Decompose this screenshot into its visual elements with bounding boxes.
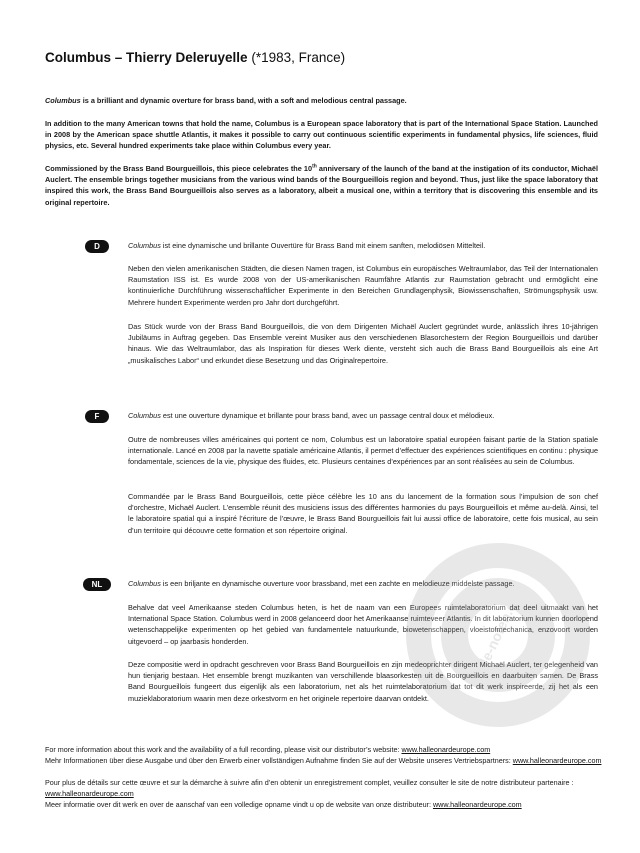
german-intro-italic: Columbus	[128, 241, 161, 250]
french-intro-text: est une ouverture dynamique et brillante pour brass band, avec un passage central doux et mélodieux.	[160, 411, 495, 420]
french-paragraph-2: Outre de nombreuses villes américaines qui portent ce nom, Columbus est un laboratoire spatial européen faisant partie de la Station spatiale internationale. Lancé en 2008 par la navette spatiale américaine Atlantis, il permet d’effectuer des expériences scientifiques en continu : physique fondamentale, sciences de la vie, physique des fluides, etc. Plusieurs centaines d’expériences par an sont réalisées au sein de Columbus.	[128, 435, 598, 467]
french-paragraph-3: Commandée par le Brass Band Bourgueillois, cette pièce célèbre les 10 ans du lancement de la formation sous l’impulsion de son chef d’orchestre, Michaël Auclert. L’ensemble réunit des musiciens issus des différentes harmonies du pays Bourgueillois et même au-delà. Ainsi, tel le laboratoire spatial qui a inspiré l’écriture de l’œuvre, le Brass Band Bourgueillois fait lui aussi office de laboratoire, cette fois musical, au sein d’un territoire qui découvre cette formation et son répertoire original.	[128, 492, 598, 535]
dutch-paragraph-2: Behalve dat veel Amerikaanse steden Columbus heten, is het de naam van een Europees ruimtelaboratorium dat deel uitmaakt van het International Space Station. Columbus werd in 2008 gelanceerd door het Amerikaanse ruimteveer Atlantis. In dit laboratorium kunnen doorlopend wetenschappelijke experimenten op het gebied van fundamentele natuurkunde, biowetenschappen, vloeistofmechanica, enzovoort worden uitgevoerd – op jaarbasis honderden.	[128, 603, 598, 646]
german-paragraph-2: Neben den vielen amerikanischen Städten, die diesen Namen tragen, ist Columbus ein europäisches Weltraumlabor, das Teil der Internationalen Raumstation ISS ist. Es wurde 2008 von der US-amerikanischen Raumfähre Atlantis zur Raumstation gebracht und ermöglicht eine kontinuierliche Durchführung wissenschaftlicher Experimente in den Bereichen Grundlagenphysik, Biowissenschaften, Strömungsphysik usw. Mehrere hundert Experimente werden pro Jahr dort durchgeführt.	[128, 264, 598, 307]
dutch-paragraph-3: Deze compositie werd in opdracht geschreven voor Brass Band Bourgueillois en zijn medeoprichter dirigent Michaël Auclert, ter gelegenheid van hun tienjarig bestaan. Het ensemble brengt muzikanten van verschillende blaasorkesten uit de Bourgueillois en daarbuiten samen. De Brass Band Bourgueillois fungeert dus eigenlijk als een laboratorium, net als het ruimtelaboratorium dat tot dit werk inspireerde, zij het als een muzieklaboratorium waarin men deze orkestvorm en het originele repertoire daarvan ontdekt.	[128, 660, 598, 703]
distributor-link-nl[interactable]: www.halleonardeurope.com	[432, 800, 522, 809]
title-composer-info: (*1983, France)	[251, 50, 346, 65]
footer-en	[45, 744, 605, 755]
footer-de	[45, 755, 605, 766]
title-main: Columbus – Thierry Deleruyelle	[45, 50, 248, 65]
english-intro	[45, 95, 598, 106]
distributor-link-fr[interactable]: www.halleonardeurope.com	[45, 789, 134, 798]
english-paragraph-3	[45, 163, 598, 208]
english-p3-sup: th	[312, 163, 317, 170]
footer-fr-text: Pour plus de détails sur cette œuvre et sur la démarche à suivre afin d’en obtenir un enregistrement complet, veuillez consulter le site de notre distributeur partenaire :	[45, 778, 574, 787]
french-intro	[128, 410, 598, 421]
footer-nl-text: Meer informatie over dit werk en over de aanschaf van een volledige opname vindt u op de website van onze distributeur:	[45, 800, 433, 809]
footer-nl	[45, 799, 605, 810]
dutch-intro-text: is een briljante en dynamische ouverture voor brassband, met een zachte en melodieuze middelste passage.	[160, 579, 515, 588]
french-intro-italic: Columbus	[128, 411, 161, 420]
german-intro	[128, 240, 598, 251]
english-intro-text: is a brilliant and dynamic overture for brass band, with a soft and melodious central passage.	[80, 96, 407, 105]
dutch-intro-italic: Columbus	[128, 579, 161, 588]
footer-en-text: For more information about this work and the availability of a full recording, please visit our distributor’s website:	[45, 745, 402, 754]
german-paragraph-3: Das Stück wurde von der Brass Band Bourgueillois, die von dem Dirigenten Michaël Auclert gegründet wurde, anlässlich ihres 10-jährigen Jubiläums in Auftrag gegeben. Das Ensemble vereint Musiker aus den verschiedenen Blasorchestern der Region Bourgueillois und darüber hinaus. Wie das Weltraumlabor, das als Inspiration für dieses Werk diente, versteht sich auch die Brass Band Bourgueillois als eine Art „musikalisches Labor“ und erkundet diese Besetzung und das Originalrepertoire.	[128, 322, 598, 365]
english-p3-a: Commissioned by the Brass Band Bourgueillois, this piece celebrates the 10	[45, 164, 313, 173]
language-badge-fr: F	[85, 410, 109, 423]
distributor-link-de[interactable]: www.halleonardeurope.com	[512, 756, 602, 765]
watermark-logo	[398, 535, 598, 735]
page-title	[45, 50, 605, 65]
german-intro-text: ist eine dynamische und brillante Ouvertüre für Brass Band mit einem sanften, melodiösen Mittelteil.	[160, 241, 486, 250]
distributor-link-en[interactable]: www.halleonardeurope.com	[401, 745, 491, 754]
language-badge-de: D	[85, 240, 109, 253]
english-p3-b: anniversary of the launch of the band at the instigation of its conductor, Michaël Auclert. The ensemble brings together musicians from the various wind bands of the Bourgueillois region and beyond. Thus, just like the space laboratory that inspired this work, the Brass Band Bourgueillois also serves as a laboratory, albeit a musical one, within a territory that is discovering this ensemble and its original repertoire.	[45, 164, 599, 207]
english-intro-italic: Columbus	[45, 96, 81, 105]
language-badge-nl: NL	[83, 578, 111, 591]
footer-de-text: Mehr Informationen über diese Ausgabe und über den Erwerb einer vollständigen Aufnahme finden Sie auf der Website unseres Vertriebspartners:	[45, 756, 513, 765]
watermark-text: alle-noten.de	[471, 592, 523, 678]
english-paragraph-2: In addition to the many American towns that hold the name, Columbus is a European space laboratory that is part of the International Space Station. Launched in 2008 by the American space shuttle Atlantis, it makes it possible to carry out continuous scientific experiments in fundamental physics, life sciences, fluid physics, etc. Several hundred experiments take place within Columbus every year.	[45, 119, 598, 151]
footer-fr	[45, 777, 605, 799]
